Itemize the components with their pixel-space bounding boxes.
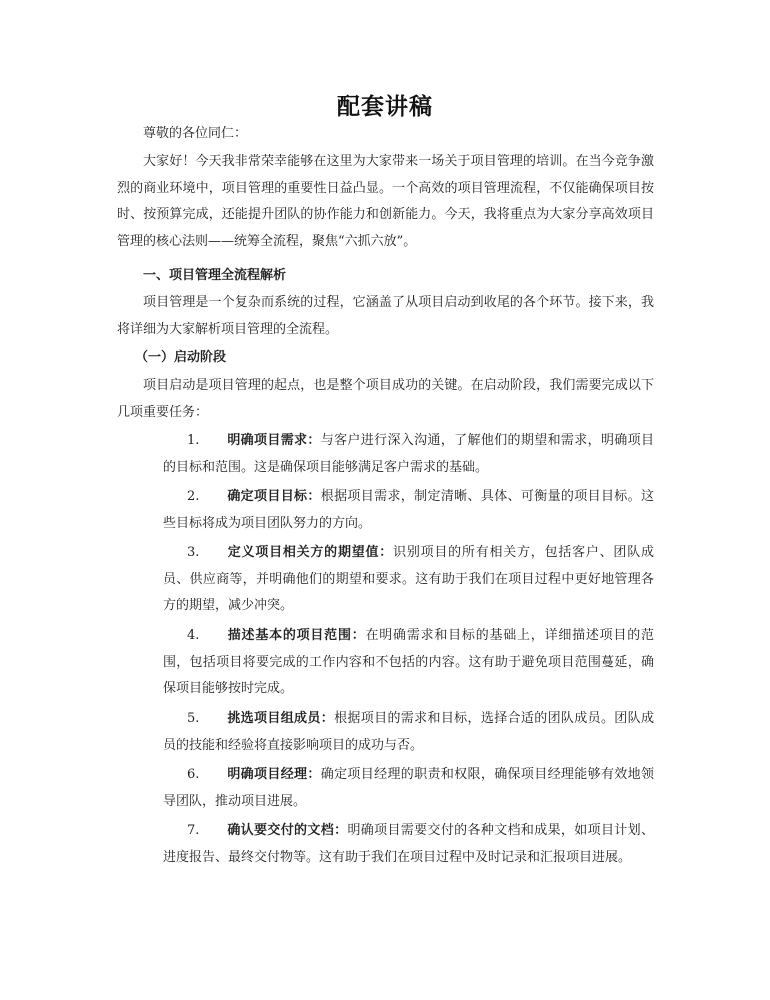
item-text: 与客户进行深入沟通，了解他们的期望和需求，明确项目的目标和范围。这是确保项目能够满足客户需求的基础。 bbox=[163, 433, 654, 475]
item-title: 明确项目需求： bbox=[227, 433, 321, 448]
item-number: 4. bbox=[187, 628, 200, 643]
item-text: 根据项目需求，制定清晰、具体、可衡量的项目目标。这些目标将成为项目团队努力的方向。 bbox=[163, 489, 654, 531]
item-text: 在明确需求和目标的基础上，详细描述项目的范围，包括项目将要完成的工作内容和不包括的内容。这有助于避免项目范围蔓延，确保项目能够按时完成。 bbox=[163, 628, 654, 696]
intro-paragraph: 大家好！今天我非常荣幸能够在这里为大家带来一场关于项目管理的培训。在当今竞争激烈的商业环境中，项目管理的重要性日益凸显。一个高效的项目管理流程，不仅能确保项目按时、按预算完成，还能提升团队的协作能力和创新能力。今天，我将重点为大家分享高效项目管理的核心法则——统筹全流程，聚焦“六抓六放”。 bbox=[117, 154, 654, 249]
item-title: 确定项目目标： bbox=[227, 489, 321, 504]
item-text: 明确项目需要交付的各种文档和成果，如项目计划、进度报告、最终交付物等。这有助于我们在项目过程中及时记录和汇报项目进展。 bbox=[163, 823, 654, 865]
list-item bbox=[163, 540, 654, 620]
item-title: 挑选项目组成员： bbox=[227, 711, 335, 726]
item-text: 根据项目的需求和目标，选择合适的团队成员。团队成员的技能和经验将直接影响项目的成功与否。 bbox=[163, 711, 654, 753]
section-heading: 一、项目管理全流程解析 bbox=[143, 268, 287, 283]
section-paragraph: 项目管理是一个复杂而系统的过程，它涵盖了从项目启动到收尾的各个环节。接下来，我将详细为大家解析项目管理的全流程。 bbox=[117, 295, 654, 337]
item-number: 5. bbox=[187, 711, 200, 726]
document-title: 配套讲稿 bbox=[337, 93, 433, 120]
item-number: 2. bbox=[187, 489, 200, 504]
list-item bbox=[163, 706, 654, 759]
item-text: 识别项目的所有相关方，包括客户、团队成员、供应商等，并明确他们的期望和要求。这有助于我们在项目过程中更好地管理各方的期望，减少冲突。 bbox=[163, 545, 654, 613]
list-item bbox=[163, 623, 654, 703]
list-item bbox=[163, 818, 654, 871]
subsection-heading: （一）启动阶段 bbox=[135, 350, 227, 365]
list-item bbox=[163, 428, 654, 481]
item-number: 3. bbox=[187, 545, 200, 560]
item-title: 定义项目相关方的期望值： bbox=[227, 545, 394, 560]
subsection-paragraph: 项目启动是项目管理的起点，也是整个项目成功的关键。在启动阶段，我们需要完成以下几项重要任务： bbox=[117, 378, 654, 420]
item-title: 确认要交付的文档： bbox=[227, 823, 348, 838]
item-title: 明确项目经理： bbox=[227, 767, 321, 782]
item-number: 1. bbox=[187, 433, 200, 448]
item-text: 确定项目经理的职责和权限，确保项目经理能够有效地领导团队，推动项目进展。 bbox=[163, 767, 654, 809]
item-number: 6. bbox=[187, 767, 200, 782]
item-number: 7. bbox=[187, 823, 200, 838]
greeting: 尊敬的各位同仁： bbox=[143, 126, 248, 141]
list-item bbox=[163, 762, 654, 815]
item-title: 描述基本的项目范围： bbox=[227, 628, 366, 643]
list-item bbox=[163, 484, 654, 537]
